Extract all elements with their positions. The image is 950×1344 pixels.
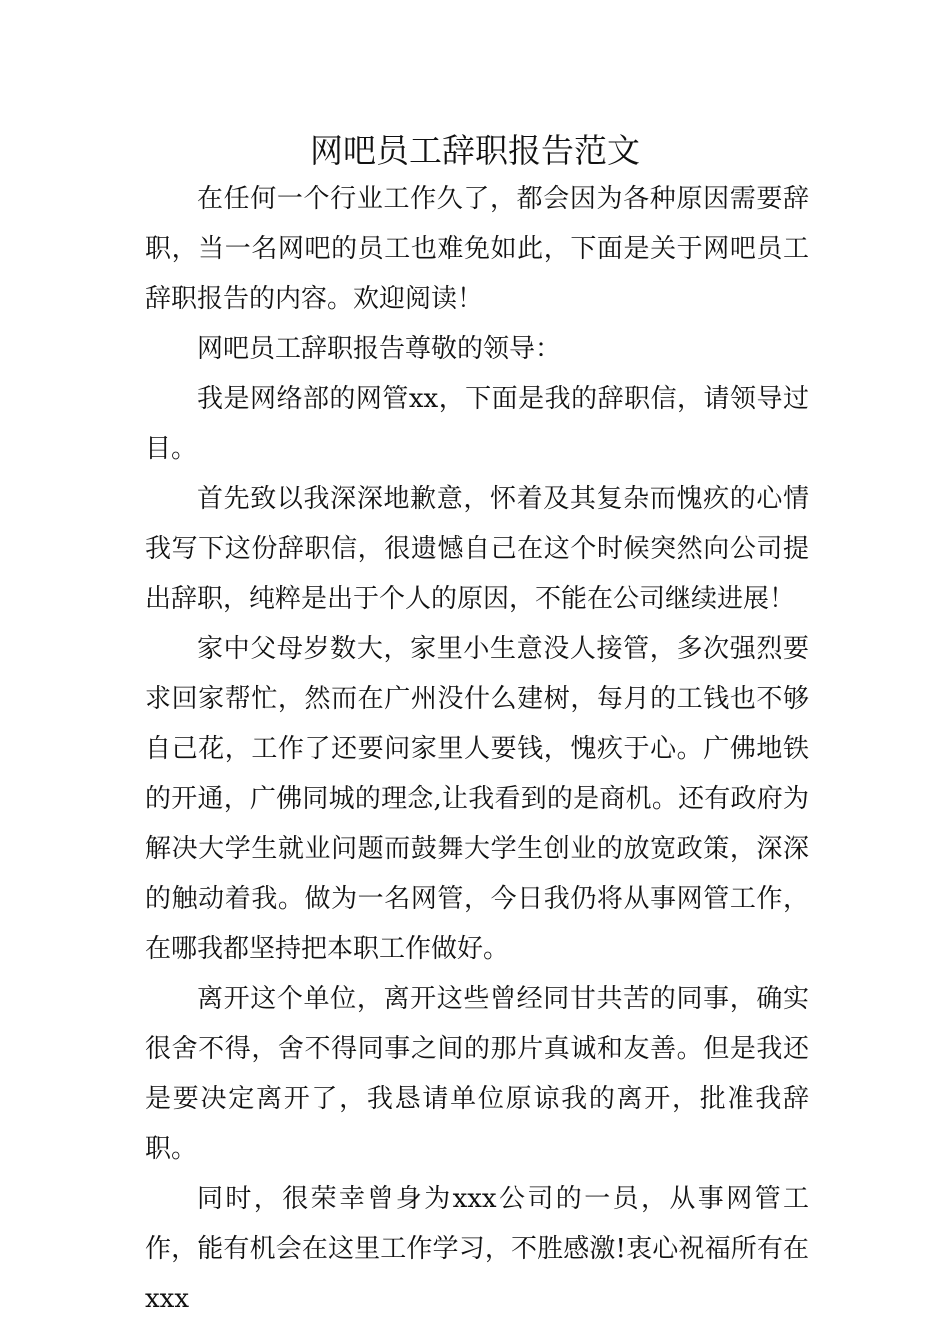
paragraph-intro: 在任何一个行业工作久了，都会因为各种原因需要辞职，当一名网吧的员工也难免如此，下面是关于网吧员工辞职报告的内容。欢迎阅读！ [145, 184, 809, 314]
paragraph-apology: 首先致以我深深地歉意，怀着及其复杂而愧疚的心情我写下这份辞职信，很遗憾自己在这个时候突然向公司提出辞职，纯粹是出于个人的原因，不能在公司继续进展！ [145, 484, 809, 614]
document-title: 网吧员工辞职报告范文 [310, 131, 640, 170]
paragraph-self-introduction: 我是网络部的网管xx，下面是我的辞职信，请领导过目。 [145, 384, 809, 464]
paragraph-gratitude: 同时，很荣幸曾身为xxx公司的一员，从事网管工作，能有机会在这里工作学习，不胜感激!衷心祝福所有在xxx [145, 1184, 809, 1314]
document-body [145, 174, 809, 1324]
paragraph-farewell: 离开这个单位，离开这些曾经同甘共苦的同事，确实很舍不得，舍不得同事之间的那片真诚和友善。但是我还是要决定离开了，我恳请单位原谅我的离开，批准我辞职。 [145, 984, 809, 1164]
paragraph-salutation: 网吧员工辞职报告尊敬的领导： [197, 334, 562, 364]
paragraph-reasons: 家中父母岁数大，家里小生意没人接管，多次强烈要求回家帮忙，然而在广州没什么建树，每月的工钱也不够自己花，工作了还要问家里人要钱，愧疚于心。广佛地铁的开通，广佛同城的理念,让我看到的是商机。还有政府为解决大学生就业问题而鼓舞大学生创业的放宽政策，深深的触动着我。做为一名网管，今日我仍将从事网管工作，在哪我都坚持把本职工作做好。 [145, 634, 809, 964]
